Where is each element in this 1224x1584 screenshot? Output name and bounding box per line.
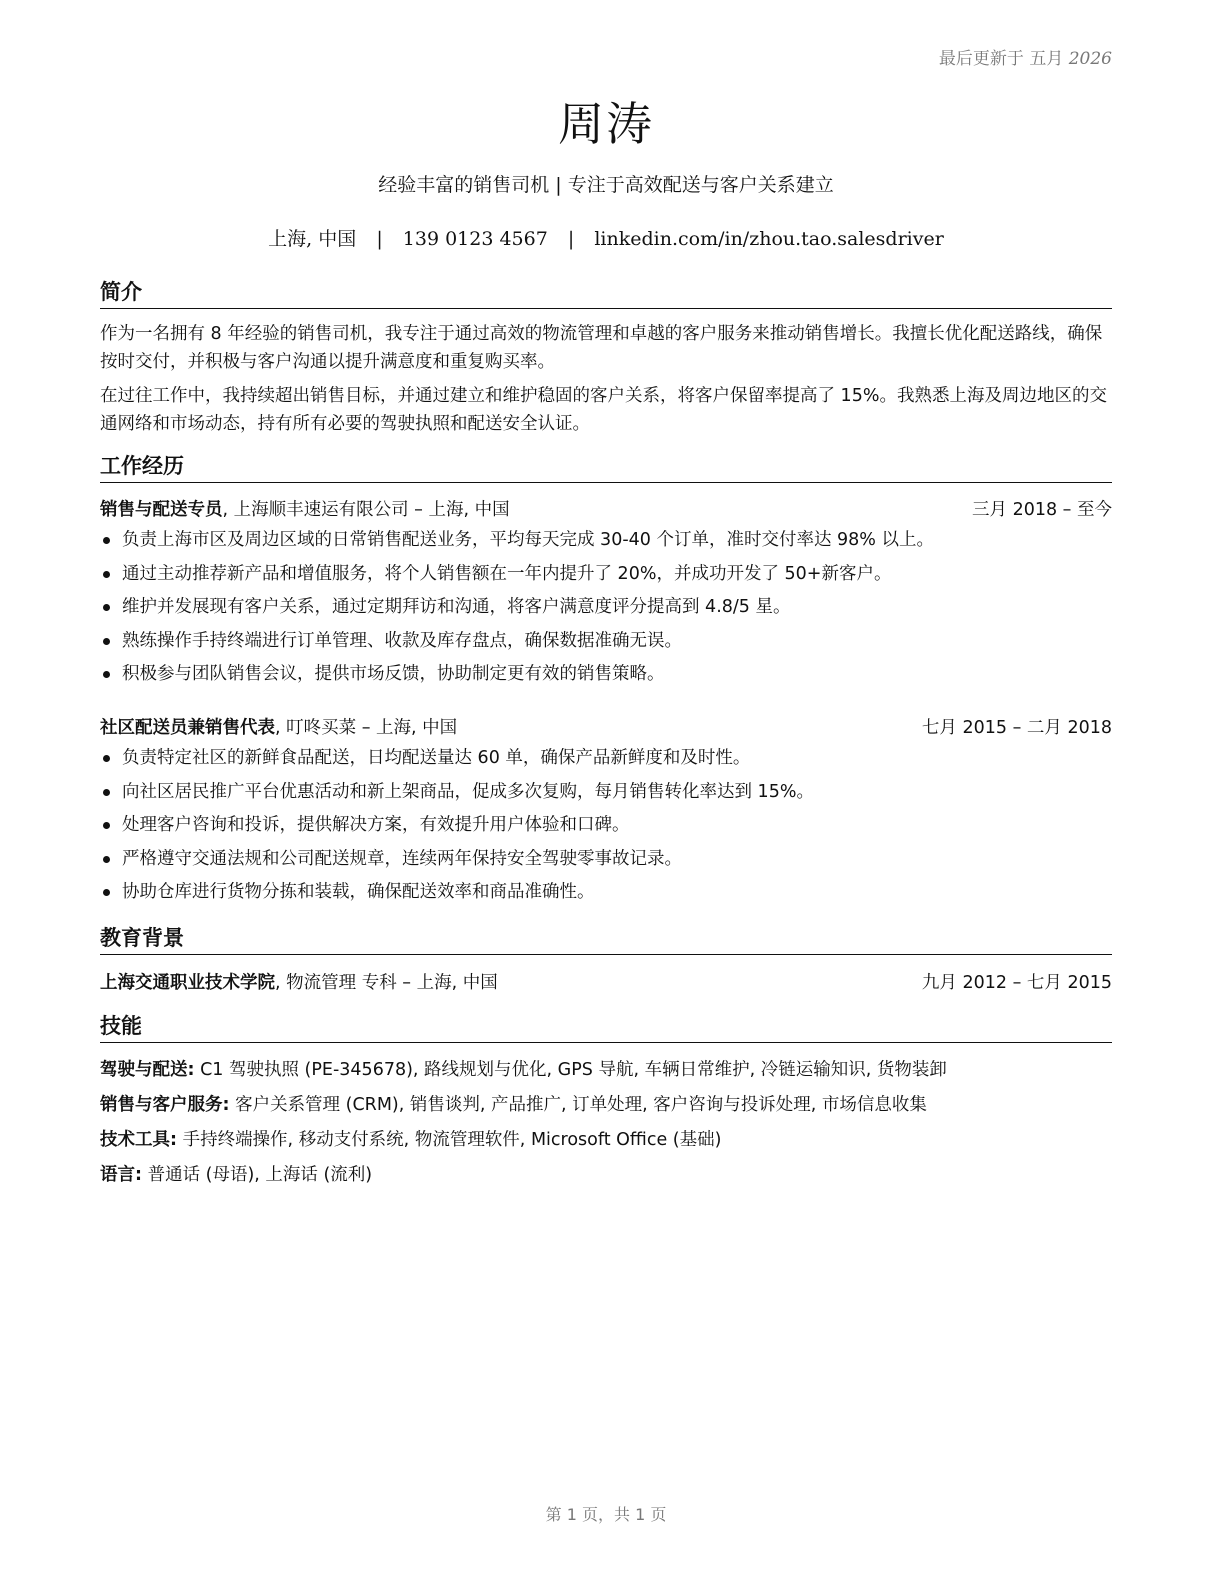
list-item: 严格遵守交通法规和公司配送规章，连续两年保持安全驾驶零事故记录。: [100, 846, 1112, 880]
contact-line: [100, 224, 1112, 251]
skill-value: C1 驾驶执照 (PE-345678), 路线规划与优化, GPS 导航, 车辆日常维护, 冷链运输知识, 货物装卸: [194, 1060, 947, 1080]
last-updated: [939, 44, 1112, 69]
list-item: 协助仓库进行货物分拣和装载，确保配送效率和商品准确性。: [100, 879, 1112, 913]
contact-location: 上海, 中国: [268, 228, 357, 250]
skill-line: [100, 1126, 1112, 1151]
education-entry: [100, 969, 1112, 994]
job-bullet-list: [100, 745, 1112, 913]
contact-phone[interactable]: 139 0123 4567: [402, 228, 548, 250]
skill-line: [100, 1091, 1112, 1116]
list-item: 熟练操作手持终端进行订单管理、收款及库存盘点，确保数据准确无误。: [100, 628, 1112, 662]
job-heading: [100, 496, 1112, 521]
job-company: , 上海顺丰速运有限公司 – 上海, 中国: [222, 500, 510, 520]
skill-label: 驾驶与配送:: [100, 1060, 195, 1080]
list-item: 积极参与团队销售会议，提供市场反馈，协助制定更有效的销售策略。: [100, 661, 1112, 695]
education-school: 上海交通职业技术学院: [100, 973, 275, 993]
page-number: 第 1 页，共 1 页: [545, 1505, 667, 1524]
job-role: 销售与配送专员: [100, 500, 223, 520]
list-item: 负责上海市区及周边区域的日常销售配送业务，平均每天完成 30-40 个订单，准时交付率达 98% 以上。: [100, 527, 1112, 561]
last-updated-prefix: 最后更新于 五月: [938, 49, 1064, 69]
skill-value: 普通话 (母语), 上海话 (流利): [142, 1165, 373, 1185]
section-title-summary: 简介: [100, 276, 1112, 309]
section-title-experience: 工作经历: [100, 450, 1112, 483]
list-item: 处理客户咨询和投诉，提供解决方案，有效提升用户体验和口碑。: [100, 812, 1112, 846]
contact-separator: |: [376, 228, 383, 250]
list-item: 向社区居民推广平台优惠活动和新上架商品，促成多次复购，每月销售转化率达到 15%。: [100, 779, 1112, 813]
job-heading: [100, 714, 1112, 739]
skill-line: [100, 1056, 1112, 1081]
skill-label: 技术工具:: [100, 1130, 177, 1150]
education-dates: 九月 2012 – 七月 2015: [921, 973, 1112, 993]
job-bullet-list: [100, 527, 1112, 695]
skill-label: 销售与客户服务:: [100, 1095, 230, 1115]
education-detail: , 物流管理 专科 – 上海, 中国: [275, 973, 498, 993]
skill-label: 语言:: [100, 1165, 142, 1185]
section-title-skills: 技能: [100, 1010, 1112, 1043]
resume-page: [100, 0, 1112, 1584]
candidate-name: 周涛: [558, 97, 654, 151]
contact-linkedin-link[interactable]: linkedin.com/in/zhou.tao.salesdriver: [594, 228, 944, 250]
summary-paragraph-1: 作为一名拥有 8 年经验的销售司机，我专注于通过高效的物流管理和卓越的客户服务来推动销售增长。我擅长优化配送路线，确保按时交付，并积极与客户沟通以提升满意度和重复购买率。: [100, 324, 1103, 372]
list-item: 通过主动推荐新产品和增值服务，将个人销售额在一年内提升了 20%，并成功开发了 50+新客户。: [100, 561, 1112, 595]
job-dates: 七月 2015 – 二月 2018: [921, 718, 1112, 738]
section-title-education: 教育背景: [100, 922, 1112, 955]
tagline: 经验丰富的销售司机 | 专注于高效配送与客户关系建立: [378, 174, 834, 196]
last-updated-year: 2026: [1068, 49, 1112, 69]
contact-separator: |: [567, 228, 575, 250]
skill-line: [100, 1161, 1112, 1186]
job-company: , 叮咚买菜 – 上海, 中国: [275, 718, 458, 738]
list-item: 负责特定社区的新鲜食品配送，日均配送量达 60 单，确保产品新鲜度和及时性。: [100, 745, 1112, 779]
job-dates: 三月 2018 – 至今: [972, 500, 1112, 520]
list-item: 维护并发展现有客户关系，通过定期拜访和沟通，将客户满意度评分提高到 4.8/5 星。: [100, 594, 1112, 628]
summary-paragraph-2: 在过往工作中，我持续超出销售目标，并通过建立和维护稳固的客户关系，将客户保留率提高了 15%。我熟悉上海及周边地区的交通网络和市场动态，持有所有必要的驾驶执照和配送安全认证。: [100, 386, 1107, 434]
job-role: 社区配送员兼销售代表: [100, 718, 275, 738]
skill-value: 手持终端操作, 移动支付系统, 物流管理软件, Microsoft Office (基础): [177, 1130, 722, 1150]
skill-value: 客户关系管理 (CRM), 销售谈判, 产品推广, 订单处理, 客户咨询与投诉处理, 市场信息收集: [229, 1095, 927, 1115]
